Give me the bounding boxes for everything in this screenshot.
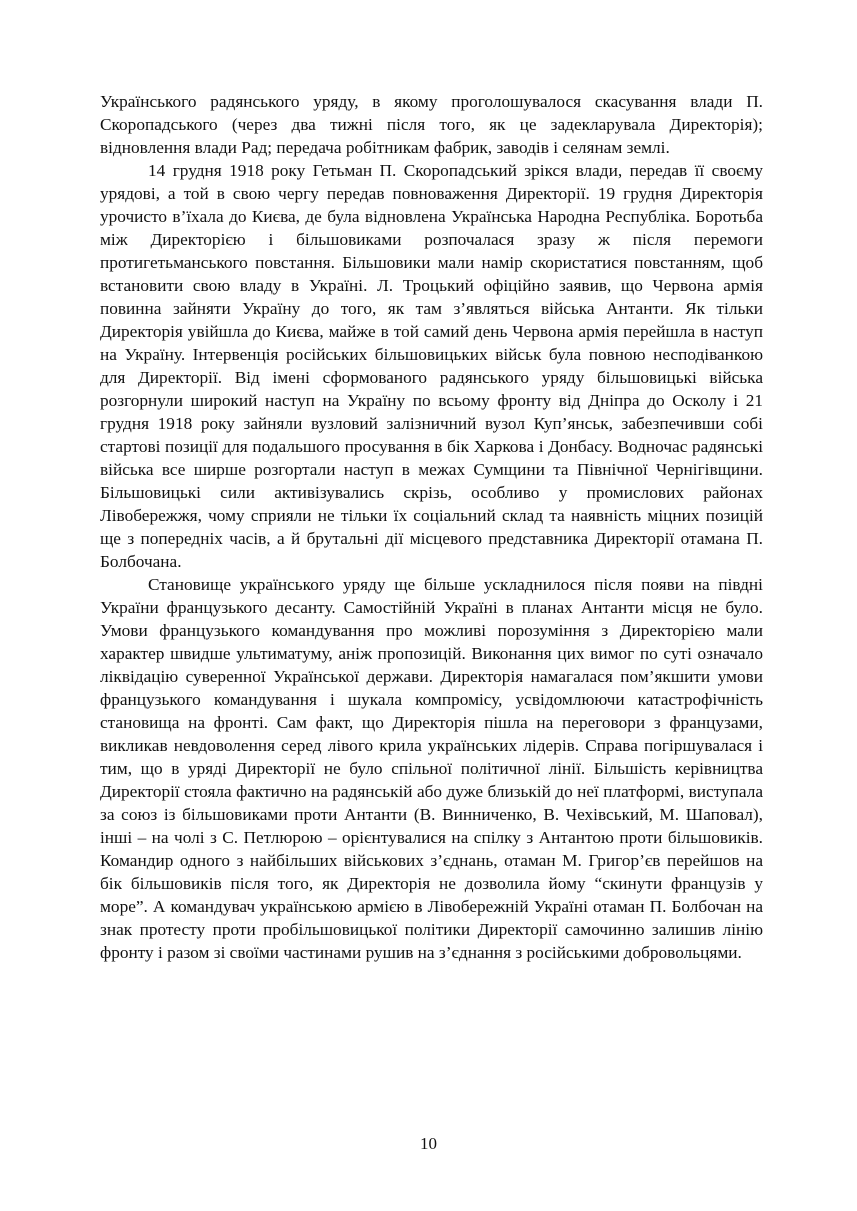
paragraph-directory-bolsheviks: 14 грудня 1918 року Гетьман П. Скоропадський зрікся влади, передав її своєму урядові, а той в свою чергу передав повноваження Директорії. 19 грудня Директорія урочисто в’їхала до Києва, де була відновлена Українська Народна Республіка. Боротьба між Директорією і більшовиками розпочалася зразу ж після перемоги протигетьманського повстання. Більшовики мали намір скористатися повстанням, щоб встановити свою владу в Україні. Л. Троцький офіційно заявив, що Червона армія повинна зайняти Україну до того, як там з’являться війська Антанти. Як тільки Директорія увійшла до Києва, майже в той самий день Червона армія перейшла в наступ на Україну. Інтервенція російських більшовицьких військ була повною несподіванкою для Директорії. Від імені сформованого радянського уряду більшовицькі війська розгорнули широкий наступ на Україну по всьому фронту від Дніпра до Осколу і 21 грудня 1918 року зайняли вузловий залізничний вузол Куп’янськ, забезпечивши собі стартові позиції для подальшого просування в бік Харкова і Донбасу. Водночас радянські війська все ширше розгортали наступ в межах Сумщини та Північної Чернігівщини. Більшовицькі сили активізувались скрізь, особливо у промислових районах Лівобережжя, чому сприяли не тільки їх соціальний склад та наявність міцних позицій ще з попередніх часів, а й брутальні дії місцевого представника Директорії отамана П. Болбочана. [100, 161, 763, 571]
body-text [100, 90, 763, 964]
paragraph-french-landing: Становище українського уряду ще більше ускладнилося після появи на півдні України французького десанту. Самостійній Україні в планах Антанти місця не було. Умови французького командування про можливі порозуміння з Директорією мали характер швидше ультиматуму, аніж пропозицій. Виконання цих вимог по суті означало ліквідацію суверенної Української держави. Директорія намагалася пом’якшити умови французького командування і шукала компромісу, усвідомлюючи катастрофічність становища на фронті. Сам факт, що Директорія пішла на переговори з французами, викликав невдоволення серед лівого крила українських лідерів. Справа погіршувалася і тим, що в уряді Директорії не було спільної політичної лінії. Більшість керівництва Директорії стояла фактично на радянській або дуже близькій до неї платформі, виступала за союз із більшовиками проти Антанти (В. Винниченко, В. Чехівський, М. Шаповал), інші – на чолі з С. Петлюрою – орієнтувалися на спілку з Антантою проти більшовиків. Командир одного з найбільших військових з’єднань, отаман М. Григор’єв перейшов на бік більшовиків після того, як Директорія не дозволила йому “скинути французів у море”. А командувач українською армією в Лівобережній Україні отаман П. Болбочан на знак протесту проти пробільшовицької політики Директорії самочинно залишив лінію фронту і разом зі своїми частинами рушив на з’єднання з російськими добровольцями. [100, 575, 763, 962]
paragraph-continuation: Українського радянського уряду, в якому проголошувалося скасування влади П. Скоропадського (через два тижні після того, як це задекларувала Директорія); відновлення влади Рад; передача робітникам фабрик, заводів і селянам землі. [100, 92, 763, 157]
page-number: 10 [420, 1134, 437, 1153]
